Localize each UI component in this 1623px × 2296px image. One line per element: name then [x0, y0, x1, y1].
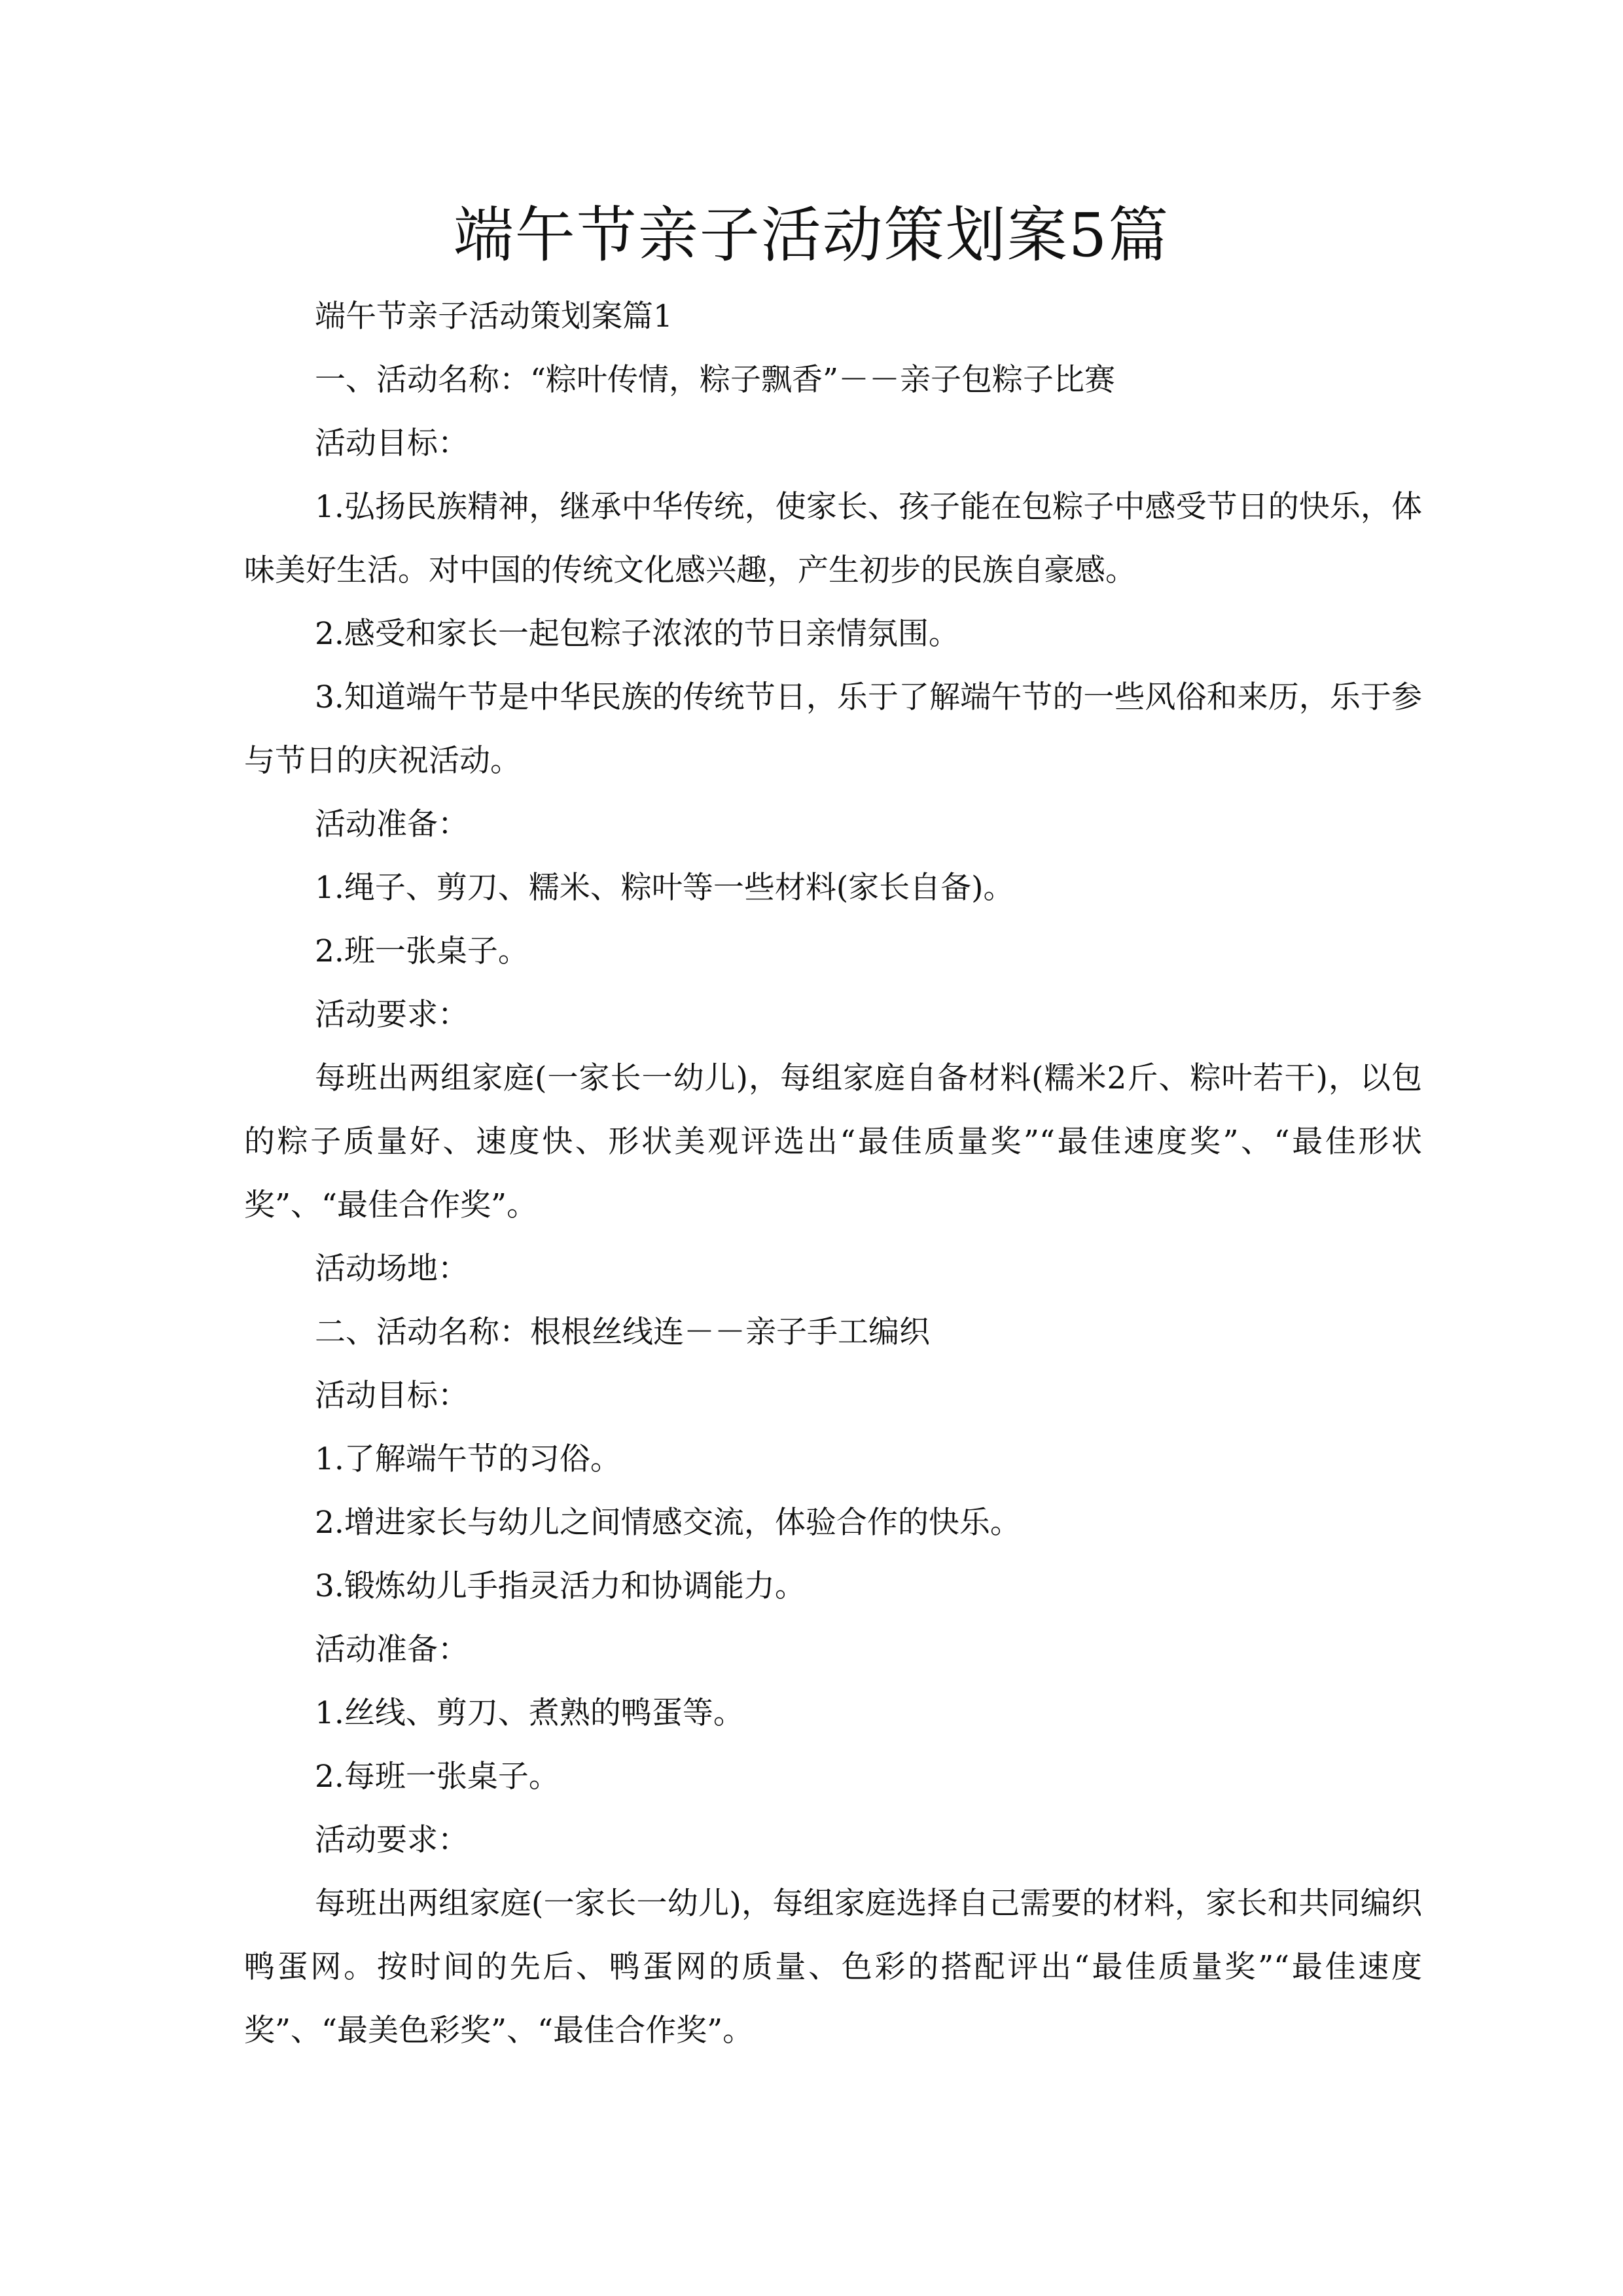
document-title: 端午节亲子活动策划案5篇	[453, 200, 1170, 270]
list-item: 2.班一张桌子。	[315, 933, 529, 969]
subheading: 活动要求：	[315, 1822, 469, 1858]
list-item: 1.了解端午节的习俗。	[315, 1441, 621, 1477]
list-item: 1.弘扬民族精神，继承中华传统，使家长、孩子能在包粽子中感受节日的快乐，体味美好生活。对中国的传统文化感兴趣，产生初步的民族自豪感。	[244, 489, 1422, 588]
list-item: 1.丝线、剪刀、煮熟的鸭蛋等。	[315, 1695, 744, 1731]
subheading: 活动要求：	[315, 997, 469, 1033]
subheading: 活动准备：	[315, 1632, 469, 1668]
body-paragraph: 每班出两组家庭(一家长一幼儿)，每组家庭选择自己需要的材料，家长和共同编织鸭蛋网。按时间的先后、鸭蛋网的质量、色彩的搭配评出“最佳质量奖”“最佳速度奖”、“最美色彩奖”、“最佳合作奖”。	[244, 1886, 1422, 2049]
list-item: 2.每班一张桌子。	[315, 1759, 560, 1795]
list-item: 3.锻炼幼儿手指灵活力和协调能力。	[315, 1568, 806, 1604]
section-heading: 端午节亲子活动策划案篇1	[315, 298, 673, 334]
subheading: 活动目标：	[315, 1378, 469, 1414]
subheading: 活动目标：	[315, 425, 469, 461]
list-item: 2.增进家长与幼儿之间情感交流，体验合作的快乐。	[315, 1505, 1021, 1541]
activity-name: 二、活动名称：根根丝线连－－亲子手工编织	[315, 1314, 930, 1350]
list-item: 2.感受和家长一起包粽子浓浓的节日亲情氛围。	[315, 616, 959, 652]
subheading: 活动场地：	[315, 1251, 469, 1287]
document-body	[244, 285, 1422, 2062]
body-paragraph: 每班出两组家庭(一家长一幼儿)，每组家庭自备材料(糯米2斤、粽叶若干)，以包的粽子质量好、速度快、形状美观评选出“最佳质量奖”“最佳速度奖”、“最佳形状奖”、“最佳合作奖”。	[244, 1060, 1422, 1223]
list-item: 1.绳子、剪刀、糯米、粽叶等一些材料(家长自备)。	[315, 870, 1014, 906]
subheading: 活动准备：	[315, 806, 469, 842]
activity-name: 一、活动名称：“粽叶传情，粽子飘香”－－亲子包粽子比赛	[315, 362, 1116, 398]
list-item: 3.知道端午节是中华民族的传统节日，乐于了解端午节的一些风俗和来历，乐于参与节日的庆祝活动。	[244, 679, 1422, 779]
